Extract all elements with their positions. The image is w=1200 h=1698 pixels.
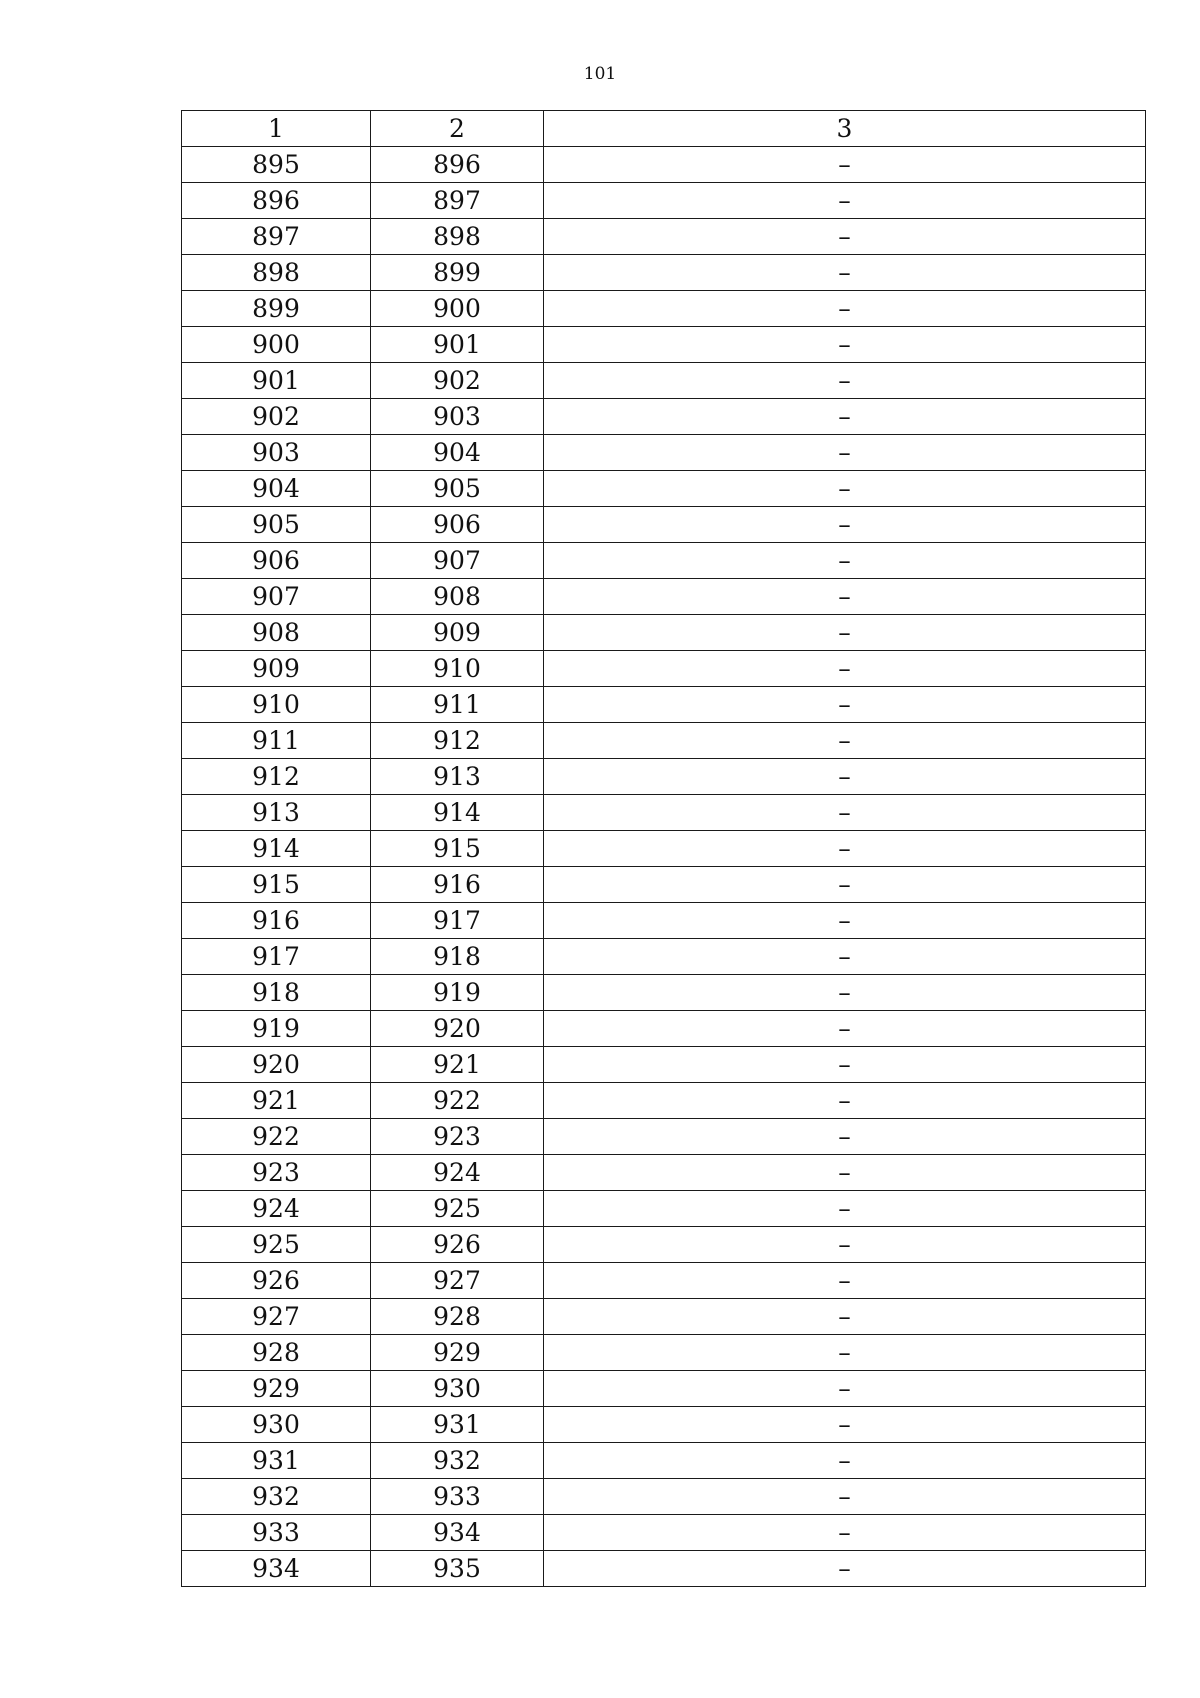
table-cell-col-3: – bbox=[544, 183, 1146, 219]
table-cell-col-1: 900 bbox=[182, 327, 371, 363]
column-header-3: 3 bbox=[544, 111, 1146, 147]
table-row bbox=[182, 255, 1146, 291]
table-cell-col-1: 926 bbox=[182, 1263, 371, 1299]
table-cell-col-3: – bbox=[544, 399, 1146, 435]
table-cell-col-1: 905 bbox=[182, 507, 371, 543]
table-cell-col-1: 913 bbox=[182, 795, 371, 831]
table-cell-col-1: 923 bbox=[182, 1155, 371, 1191]
table-cell-col-2: 898 bbox=[371, 219, 544, 255]
table-row bbox=[182, 363, 1146, 399]
table-cell-col-2: 922 bbox=[371, 1083, 544, 1119]
table-row bbox=[182, 435, 1146, 471]
table-cell-col-1: 899 bbox=[182, 291, 371, 327]
table-row bbox=[182, 939, 1146, 975]
table-row bbox=[182, 1515, 1146, 1551]
table-cell-col-2: 924 bbox=[371, 1155, 544, 1191]
table-cell-col-2: 912 bbox=[371, 723, 544, 759]
table-cell-col-1: 925 bbox=[182, 1227, 371, 1263]
table-cell-col-3: – bbox=[544, 939, 1146, 975]
table-row bbox=[182, 1443, 1146, 1479]
table-row bbox=[182, 1119, 1146, 1155]
table-cell-col-1: 918 bbox=[182, 975, 371, 1011]
table-row bbox=[182, 183, 1146, 219]
table-cell-col-2: 917 bbox=[371, 903, 544, 939]
table-cell-col-1: 933 bbox=[182, 1515, 371, 1551]
table-cell-col-3: – bbox=[544, 795, 1146, 831]
table-cell-col-1: 896 bbox=[182, 183, 371, 219]
table-cell-col-3: – bbox=[544, 903, 1146, 939]
table-cell-col-3: – bbox=[544, 435, 1146, 471]
table-cell-col-1: 921 bbox=[182, 1083, 371, 1119]
table-cell-col-2: 920 bbox=[371, 1011, 544, 1047]
table-cell-col-2: 925 bbox=[371, 1191, 544, 1227]
table-row bbox=[182, 1047, 1146, 1083]
table-cell-col-2: 905 bbox=[371, 471, 544, 507]
table-cell-col-2: 908 bbox=[371, 579, 544, 615]
table-row bbox=[182, 1407, 1146, 1443]
table-cell-col-3: – bbox=[544, 1515, 1146, 1551]
table-cell-col-2: 907 bbox=[371, 543, 544, 579]
table-row bbox=[182, 147, 1146, 183]
table-cell-col-1: 897 bbox=[182, 219, 371, 255]
table-row bbox=[182, 1227, 1146, 1263]
table-cell-col-1: 932 bbox=[182, 1479, 371, 1515]
table-cell-col-1: 912 bbox=[182, 759, 371, 795]
table-row bbox=[182, 831, 1146, 867]
table-cell-col-2: 931 bbox=[371, 1407, 544, 1443]
table-cell-col-3: – bbox=[544, 1011, 1146, 1047]
table-row bbox=[182, 795, 1146, 831]
table-cell-col-1: 922 bbox=[182, 1119, 371, 1155]
table-row bbox=[182, 1011, 1146, 1047]
table-cell-col-3: – bbox=[544, 543, 1146, 579]
table-row bbox=[182, 1263, 1146, 1299]
table-cell-col-2: 899 bbox=[371, 255, 544, 291]
table-cell-col-2: 935 bbox=[371, 1551, 544, 1587]
table-cell-col-3: – bbox=[544, 1263, 1146, 1299]
table-cell-col-1: 927 bbox=[182, 1299, 371, 1335]
table-cell-col-1: 909 bbox=[182, 651, 371, 687]
table-row bbox=[182, 651, 1146, 687]
table-row bbox=[182, 1191, 1146, 1227]
header-row bbox=[182, 111, 1146, 147]
table-row bbox=[182, 507, 1146, 543]
table-row bbox=[182, 1083, 1146, 1119]
table-cell-col-3: – bbox=[544, 579, 1146, 615]
table-cell-col-2: 923 bbox=[371, 1119, 544, 1155]
table-row bbox=[182, 903, 1146, 939]
table-cell-col-1: 934 bbox=[182, 1551, 371, 1587]
table-cell-col-1: 904 bbox=[182, 471, 371, 507]
table-cell-col-1: 914 bbox=[182, 831, 371, 867]
data-table bbox=[181, 110, 1146, 1587]
table-cell-col-2: 930 bbox=[371, 1371, 544, 1407]
table-cell-col-2: 928 bbox=[371, 1299, 544, 1335]
table-cell-col-3: – bbox=[544, 831, 1146, 867]
table-body bbox=[182, 147, 1146, 1587]
table-cell-col-2: 921 bbox=[371, 1047, 544, 1083]
table-cell-col-3: – bbox=[544, 651, 1146, 687]
table-cell-col-3: – bbox=[544, 219, 1146, 255]
table-cell-col-1: 903 bbox=[182, 435, 371, 471]
table-cell-col-2: 919 bbox=[371, 975, 544, 1011]
table-cell-col-3: – bbox=[544, 1371, 1146, 1407]
table-row bbox=[182, 1371, 1146, 1407]
table-row bbox=[182, 543, 1146, 579]
table-cell-col-1: 931 bbox=[182, 1443, 371, 1479]
column-header-2: 2 bbox=[371, 111, 544, 147]
table-cell-col-2: 902 bbox=[371, 363, 544, 399]
table-cell-col-3: – bbox=[544, 867, 1146, 903]
table-row bbox=[182, 327, 1146, 363]
table-row bbox=[182, 759, 1146, 795]
table-cell-col-3: – bbox=[544, 723, 1146, 759]
table-cell-col-2: 911 bbox=[371, 687, 544, 723]
table-cell-col-2: 910 bbox=[371, 651, 544, 687]
table-cell-col-1: 916 bbox=[182, 903, 371, 939]
table-cell-col-2: 896 bbox=[371, 147, 544, 183]
table-cell-col-1: 920 bbox=[182, 1047, 371, 1083]
table-cell-col-3: – bbox=[544, 327, 1146, 363]
table-cell-col-3: – bbox=[544, 147, 1146, 183]
table-cell-col-2: 933 bbox=[371, 1479, 544, 1515]
page-number: 101 bbox=[583, 64, 617, 84]
table-row bbox=[182, 867, 1146, 903]
table-cell-col-3: – bbox=[544, 1227, 1146, 1263]
table-row bbox=[182, 615, 1146, 651]
table-cell-col-1: 907 bbox=[182, 579, 371, 615]
table-cell-col-2: 927 bbox=[371, 1263, 544, 1299]
table-cell-col-2: 903 bbox=[371, 399, 544, 435]
table-cell-col-1: 919 bbox=[182, 1011, 371, 1047]
table-cell-col-1: 910 bbox=[182, 687, 371, 723]
table-row bbox=[182, 723, 1146, 759]
table-row bbox=[182, 399, 1146, 435]
table-row bbox=[182, 579, 1146, 615]
table-cell-col-2: 913 bbox=[371, 759, 544, 795]
table-cell-col-2: 906 bbox=[371, 507, 544, 543]
table-cell-col-1: 924 bbox=[182, 1191, 371, 1227]
table-cell-col-2: 909 bbox=[371, 615, 544, 651]
table-cell-col-3: – bbox=[544, 1191, 1146, 1227]
table-cell-col-1: 915 bbox=[182, 867, 371, 903]
table-row bbox=[182, 471, 1146, 507]
table-cell-col-3: – bbox=[544, 291, 1146, 327]
table-cell-col-1: 911 bbox=[182, 723, 371, 759]
table-cell-col-2: 904 bbox=[371, 435, 544, 471]
table-cell-col-3: – bbox=[544, 255, 1146, 291]
table-cell-col-2: 901 bbox=[371, 327, 544, 363]
table-cell-col-2: 929 bbox=[371, 1335, 544, 1371]
column-header-1: 1 bbox=[182, 111, 371, 147]
table-cell-col-3: – bbox=[544, 615, 1146, 651]
table-row bbox=[182, 219, 1146, 255]
table-cell-col-3: – bbox=[544, 1407, 1146, 1443]
table-header bbox=[182, 111, 1146, 147]
table-cell-col-3: – bbox=[544, 687, 1146, 723]
table-cell-col-1: 895 bbox=[182, 147, 371, 183]
table-row bbox=[182, 1335, 1146, 1371]
table-cell-col-3: – bbox=[544, 1299, 1146, 1335]
table-row bbox=[182, 1299, 1146, 1335]
table-cell-col-2: 900 bbox=[371, 291, 544, 327]
table-cell-col-3: – bbox=[544, 1479, 1146, 1515]
table-row bbox=[182, 1551, 1146, 1587]
table-cell-col-3: – bbox=[544, 1155, 1146, 1191]
table-cell-col-3: – bbox=[544, 1119, 1146, 1155]
table-cell-col-3: – bbox=[544, 975, 1146, 1011]
table-cell-col-3: – bbox=[544, 1551, 1146, 1587]
table-cell-col-1: 917 bbox=[182, 939, 371, 975]
table-cell-col-1: 901 bbox=[182, 363, 371, 399]
table-cell-col-2: 897 bbox=[371, 183, 544, 219]
table-cell-col-1: 929 bbox=[182, 1371, 371, 1407]
table-cell-col-2: 926 bbox=[371, 1227, 544, 1263]
table-cell-col-1: 928 bbox=[182, 1335, 371, 1371]
table-cell-col-3: – bbox=[544, 759, 1146, 795]
table-cell-col-3: – bbox=[544, 363, 1146, 399]
table-cell-col-3: – bbox=[544, 1047, 1146, 1083]
table-cell-col-2: 918 bbox=[371, 939, 544, 975]
table-row bbox=[182, 291, 1146, 327]
table-cell-col-2: 914 bbox=[371, 795, 544, 831]
table-cell-col-3: – bbox=[544, 1443, 1146, 1479]
table-cell-col-2: 916 bbox=[371, 867, 544, 903]
table-row bbox=[182, 975, 1146, 1011]
table-cell-col-3: – bbox=[544, 1335, 1146, 1371]
table-cell-col-3: – bbox=[544, 507, 1146, 543]
table-cell-col-2: 915 bbox=[371, 831, 544, 867]
table-cell-col-1: 908 bbox=[182, 615, 371, 651]
table-cell-col-1: 906 bbox=[182, 543, 371, 579]
table-row bbox=[182, 687, 1146, 723]
table-cell-col-1: 930 bbox=[182, 1407, 371, 1443]
table-cell-col-1: 902 bbox=[182, 399, 371, 435]
table-row bbox=[182, 1479, 1146, 1515]
table-cell-col-2: 934 bbox=[371, 1515, 544, 1551]
table-cell-col-3: – bbox=[544, 1083, 1146, 1119]
table-cell-col-3: – bbox=[544, 471, 1146, 507]
table-row bbox=[182, 1155, 1146, 1191]
table-cell-col-2: 932 bbox=[371, 1443, 544, 1479]
table-cell-col-1: 898 bbox=[182, 255, 371, 291]
